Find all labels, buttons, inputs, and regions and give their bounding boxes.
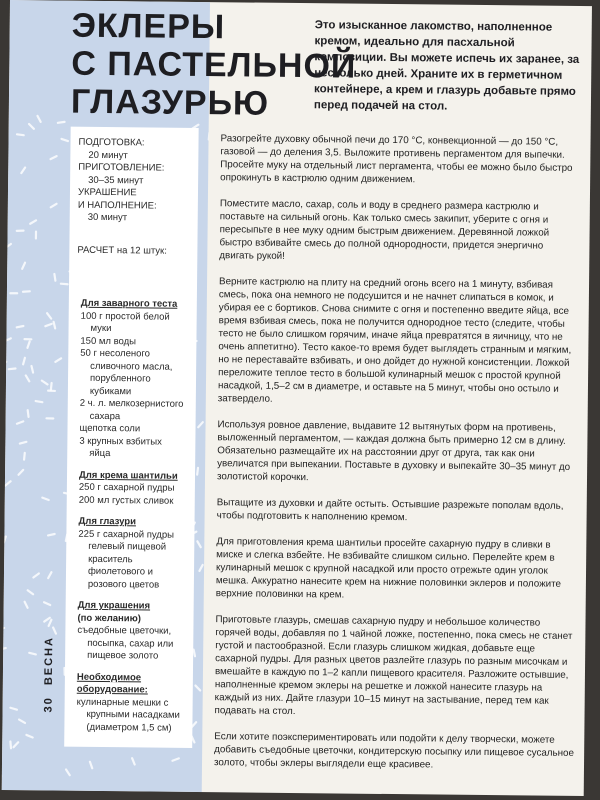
sprinkle: [44, 322, 53, 327]
sprinkle: [18, 440, 27, 444]
sprinkle: [15, 325, 24, 329]
decor-value: 30 минут: [87, 211, 128, 224]
sprinkle: [16, 133, 25, 136]
ingredient-item: щепотка соли: [79, 422, 141, 435]
sprinkle: [2, 647, 7, 651]
sprinkle: [171, 757, 180, 762]
sprinkle: [34, 400, 43, 404]
cream-heading: Для крема шантильи: [78, 469, 178, 482]
sprinkle: [26, 340, 31, 349]
choux-list: [75, 310, 189, 461]
step-2: Поместите масло, сахар, соль и воду в среднего размера кастрюлю и поставьте на сильный огонь. Как только смесь закипит, уберите с огня и пересыпьте в нее муку одним быстрым движением. Деревянной ложкой быстро взбивайте смесь до полной однородности, придется энергично двигать рукой!: [219, 198, 550, 262]
sprinkle: [4, 242, 13, 249]
sprinkle: [16, 420, 25, 425]
decor-list: [73, 625, 185, 664]
decor-heading: Для украшения: [77, 599, 151, 612]
sprinkle: [52, 320, 56, 329]
sprinkle: [22, 290, 31, 293]
recipe-intro: Это изысканное лакомство, наполненное кремом, идеально для пасхальной композиции. Вы можете испечь их заранее, за несколько дней. Храните их в герметичном контейнере, а крем и глазурь добавьте прямо перед подачей на стол.: [313, 19, 580, 113]
sprinkle: [17, 468, 25, 476]
sprinkle: [53, 273, 57, 282]
sprinkle: [20, 166, 27, 175]
section-name: ВЕСНА: [42, 635, 56, 686]
sprinkle: [2, 772, 3, 777]
sprinkle: [60, 283, 69, 286]
sprinkle: [12, 741, 20, 749]
sprinkle: [197, 421, 205, 429]
choux-heading: Для заварного теста: [80, 297, 178, 310]
title-line-3: ГЛАЗУРЬЮ: [70, 82, 270, 123]
ingredient-item: кулинарные мешки с крупными насадками (диаметром 1,5 см): [76, 696, 180, 734]
ingredients-card: [64, 127, 198, 748]
sprinkle: [30, 365, 34, 374]
sprinkle: [47, 533, 56, 537]
ingredient-item: съедобные цветочки, посыпка, сахар или пищевое золото: [77, 624, 174, 662]
sprinkle: [26, 409, 29, 418]
decor-label-1: УКРАШЕНИЕ: [77, 186, 137, 199]
sprinkle: [41, 496, 50, 501]
step-1: Разогрейте духовку обычной печи до 170 °С, конвекционной — до 150 °С, газовой — до деления 3,5. Выложите противень пергаментом для выпечки. Просейте муку на отдельный лист пергамента, чтобы ее можно было быстро опрокинуть в кастрюлю одним движением.: [220, 133, 573, 186]
cream-list: [75, 482, 187, 508]
page-number: 30: [42, 696, 55, 713]
sprinkle: [18, 718, 27, 724]
ingredient-item: 150 мл воды: [80, 335, 137, 347]
sprinkle: [52, 626, 58, 635]
sprinkle: [26, 589, 35, 596]
sprinkle: [54, 357, 63, 364]
equipment-heading: Необходимое оборудование:: [76, 671, 148, 696]
ingredient-item: 50 г несоленого сливочного масла, порубленного кубиками: [80, 347, 173, 397]
prep-value: 20 минут: [88, 149, 128, 161]
ingredient-item: 3 крупных взбитых яйца: [79, 435, 162, 460]
equipment-list: [72, 696, 184, 735]
sprinkle: [198, 563, 204, 572]
ingredient-item: 250 г сахарной пудры: [78, 481, 175, 494]
sprinkle: [89, 760, 94, 769]
ingredient-item: 100 г простой белой муки: [80, 310, 170, 335]
sprinkle: [43, 601, 52, 607]
cook-value: 30–35 минут: [88, 174, 144, 186]
sprinkle: [25, 733, 34, 738]
sprinkle: [4, 480, 12, 487]
sprinkle: [29, 219, 38, 225]
sprinkle: [196, 467, 199, 476]
title-line-2: С ПАСТЕЛЬНОЙ: [71, 44, 357, 86]
step-7: Приготовьте глазурь, смешав сахарную пудру и небольшое количество горячей воды, добавляя по 1 чайной ложке, постепенно, пока смесь не станет густой и пастообразной. Если глазурь слишком жидкая, добавьте еще сахарной пудры. Для разных цветов разлейте глазурь по разным мисочкам и вмешайте в каждую по 1–2 капли пищевого красителя. Разложите остывшие, наполненные кремом эклеры на решетке и ложкой нанесите глазурь на каждый из них. Дайте глазури 10–15 минут на застывание, перед тем как подавать на стол.: [214, 614, 573, 718]
ingredient-item: 225 г сахарной пудры гелевый пищевой краситель фиолетового и розового цветов: [78, 528, 175, 591]
sprinkle: [23, 338, 32, 340]
method-steps: [214, 132, 581, 786]
sprinkle: [28, 651, 37, 655]
ingredient-item: 2 ч. л. мелкозернистого сахара: [79, 397, 184, 422]
decor-subheading: (по желанию): [77, 612, 142, 624]
sprinkle: [208, 132, 210, 141]
step-6: Для приготовления крема шантильи просейте сахарную пудру в сливки в миске и слегка взбейте. Не взбивайте слишком сильно. Перелейте крем в кулинарный мешок с крупной насадкой или просто отрежьте один уголок мешка. Аккуратно нанесите крем на нижние половинки эклеров и положите верхние половинки на крем.: [215, 536, 562, 601]
sprinkle: [40, 379, 49, 386]
sprinkle: [2, 627, 6, 630]
cook-label: ПРИГОТОВЛЕНИЕ:: [78, 161, 165, 174]
sprinkle: [196, 540, 202, 549]
sprinkle: [9, 740, 12, 749]
sprinkle: [49, 155, 58, 161]
sprinkle: [32, 572, 41, 579]
sprinkle: [46, 312, 53, 321]
sprinkle: [2, 359, 8, 364]
sprinkle: [49, 202, 58, 208]
title-line-1: ЭКЛЕРЫ: [71, 6, 226, 47]
sprinkle: [65, 768, 72, 777]
sprinkle: [50, 382, 53, 391]
sprinkle: [23, 600, 29, 609]
decor-label-2: И НАПОЛНЕНИЕ:: [77, 199, 157, 212]
sprinkle: [2, 446, 6, 449]
sprinkle: [2, 535, 7, 544]
glaze-heading: Для глазури: [78, 515, 137, 528]
ingredient-item: 200 мл густых сливок: [78, 494, 174, 507]
sprinkle: [36, 114, 42, 123]
sprinkle: [9, 706, 18, 711]
running-footer: [43, 636, 56, 713]
sprinkle: [131, 757, 136, 766]
sprinkle: [57, 121, 66, 124]
sprinkle: [35, 231, 37, 240]
sprinkle: [22, 356, 26, 365]
step-3: Верните кастрюлю на плиту на средний огонь всего на 1 минуту, взбивая смесь, пока она немного не подсушится и не начнет слипаться в комок, и убирая ее с бортиков. Снова снимите с огня и постепенно введите яйца, все время взбивая смесь, пока не получится однородное тесто (следите, чтобы тесто не было слишком горячим, иначе яйца превратятся в яичницу, что не очень аппетитно). Тесто какое-то время будет выглядеть странным и мягким, но не переставайте взбивать, и оно дойдет до нужной консистенции. Ложкой переложите теплое тесто в большой кулинарный мешок с простой крупной насадкой, 1,5–2 см в диаметре, и оставьте на 5 минут, чтобы оно остыло и затвердело.: [217, 276, 572, 405]
servings: РАСЧЕТ на 12 штук:: [77, 244, 167, 257]
prep-label: ПОДГОТОВКА:: [78, 136, 145, 149]
sprinkle: [8, 367, 17, 370]
step-8: Если хотите поэкспериментировать или подойти к делу творчески, можете добавить съедобные цветочки, кондитерскую посыпку или пищевое сусальное золото, чтобы эклеры выглядели еще красивее.: [213, 731, 575, 771]
sprinkle: [23, 452, 26, 461]
sprinkle: [16, 229, 25, 232]
sprinkle: [47, 571, 53, 580]
step-5: Вытащите из духовки и дайте остыть. Остывшие разрежьте пополам вдоль, чтобы подготовить к наполнению кремом.: [216, 497, 564, 524]
step-4: Используя ровное давление, выдавите 12 вытянутых форм на противень, выложенный пергаментом, — каждая должна быть примерно 12 см в длину. Обязательно размещайте их на расстоянии друг от друга, так как они увеличатся при выпекании. Поставьте в духовку и выпекайте 30–35 минут до золотистой корочки.: [216, 419, 571, 484]
sprinkle: [3, 337, 12, 343]
sprinkle: [45, 417, 54, 419]
sprinkle: [9, 292, 18, 294]
sprinkle: [21, 261, 27, 270]
sprinkle: [24, 374, 30, 383]
sprinkle: [27, 122, 35, 130]
sprinkle: [60, 138, 69, 143]
glaze-list: [74, 528, 187, 592]
sprinkle: [194, 684, 202, 692]
cookbook-page: [2, 0, 592, 796]
